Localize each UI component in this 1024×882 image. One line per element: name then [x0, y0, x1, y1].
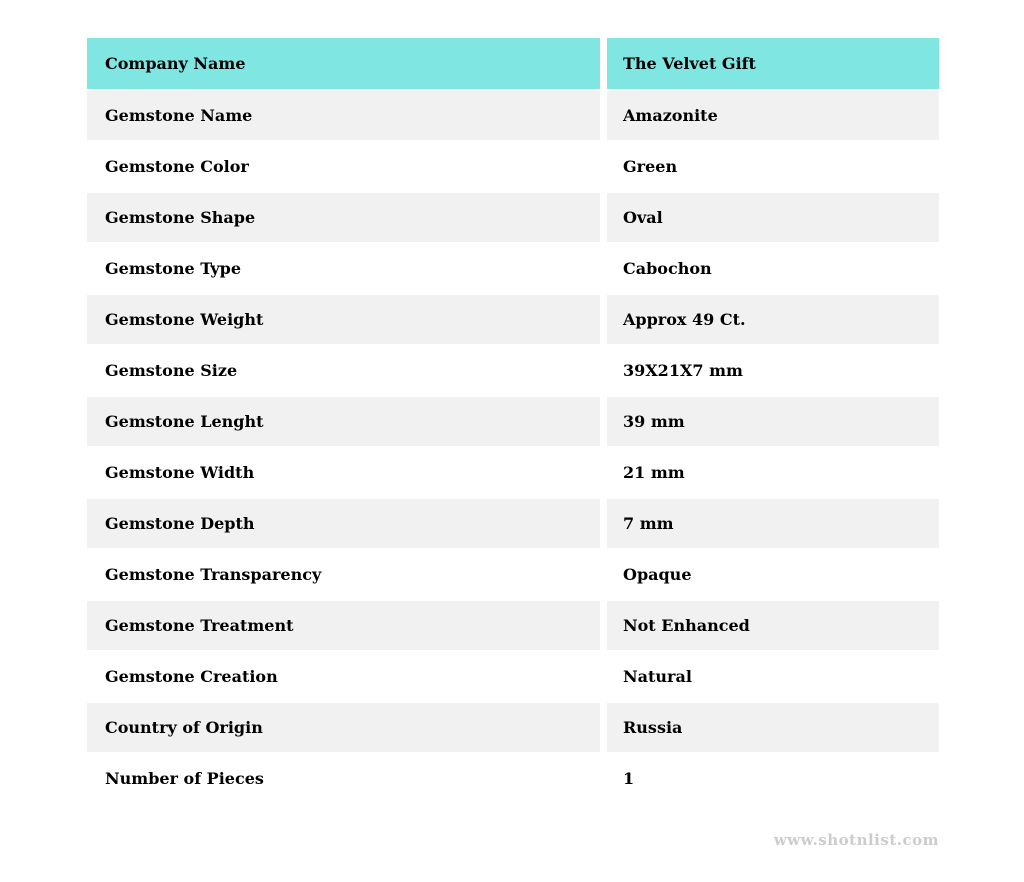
row-value: 1 — [623, 769, 635, 788]
row-label: Number of Pieces — [105, 769, 264, 788]
row-value-cell — [607, 499, 939, 548]
table-row — [87, 91, 939, 140]
row-value-cell — [607, 91, 939, 140]
row-value: 39X21X7 mm — [623, 361, 743, 380]
row-label: Gemstone Transparency — [105, 565, 322, 584]
row-label-cell — [87, 142, 600, 191]
row-label: Country of Origin — [105, 718, 263, 737]
row-value: 39 mm — [623, 412, 685, 431]
row-label: Gemstone Lenght — [105, 412, 264, 431]
row-label: Gemstone Depth — [105, 514, 255, 533]
row-value: Green — [623, 157, 678, 176]
table-row — [87, 397, 939, 446]
row-value-cell — [607, 397, 939, 446]
watermark: www.shotnlist.com — [773, 831, 939, 849]
gemstone-spec-table — [87, 38, 939, 805]
header-value-cell — [607, 38, 939, 89]
table-body — [87, 91, 939, 803]
row-value: Natural — [623, 667, 692, 686]
row-label-cell — [87, 703, 600, 752]
row-label-cell — [87, 91, 600, 140]
row-label: Gemstone Treatment — [105, 616, 294, 635]
table-row — [87, 142, 939, 191]
row-value: Opaque — [623, 565, 692, 584]
row-value-cell — [607, 601, 939, 650]
row-value-cell — [607, 754, 939, 803]
table-row — [87, 346, 939, 395]
row-label-cell — [87, 652, 600, 701]
table-row — [87, 703, 939, 752]
row-value-cell — [607, 142, 939, 191]
table-row — [87, 295, 939, 344]
row-label-cell — [87, 244, 600, 293]
table-row — [87, 499, 939, 548]
table-row — [87, 652, 939, 701]
row-label-cell — [87, 346, 600, 395]
row-value-cell — [607, 346, 939, 395]
row-label-cell — [87, 193, 600, 242]
row-label: Gemstone Creation — [105, 667, 278, 686]
row-label-cell — [87, 550, 600, 599]
row-value-cell — [607, 244, 939, 293]
row-value: Oval — [623, 208, 663, 227]
row-value: Approx 49 Ct. — [623, 310, 746, 329]
row-value-cell — [607, 193, 939, 242]
row-label: Gemstone Size — [105, 361, 238, 380]
row-value-cell — [607, 295, 939, 344]
row-label: Gemstone Shape — [105, 208, 256, 227]
row-value: Not Enhanced — [623, 616, 750, 635]
row-value-cell — [607, 448, 939, 497]
row-label: Gemstone Name — [105, 106, 253, 125]
row-value-cell — [607, 703, 939, 752]
row-label-cell — [87, 499, 600, 548]
row-label: Gemstone Weight — [105, 310, 264, 329]
row-label-cell — [87, 601, 600, 650]
table-row — [87, 448, 939, 497]
header-label-cell — [87, 38, 600, 89]
row-label: Gemstone Width — [105, 463, 255, 482]
row-label-cell — [87, 397, 600, 446]
row-label: Gemstone Color — [105, 157, 249, 176]
table-header-row — [87, 38, 939, 89]
row-value-cell — [607, 652, 939, 701]
header-label: Company Name — [105, 54, 246, 73]
row-value: 21 mm — [623, 463, 685, 482]
table-row — [87, 754, 939, 803]
row-label: Gemstone Type — [105, 259, 242, 278]
table-row — [87, 244, 939, 293]
table-row — [87, 601, 939, 650]
header-value: The Velvet Gift — [623, 54, 756, 73]
row-label-cell — [87, 448, 600, 497]
table-row — [87, 550, 939, 599]
row-value-cell — [607, 550, 939, 599]
row-value: 7 mm — [623, 514, 674, 533]
row-value: Amazonite — [623, 106, 718, 125]
row-label-cell — [87, 754, 600, 803]
row-label-cell — [87, 295, 600, 344]
table-row — [87, 193, 939, 242]
row-value: Russia — [623, 718, 683, 737]
row-value: Cabochon — [623, 259, 712, 278]
